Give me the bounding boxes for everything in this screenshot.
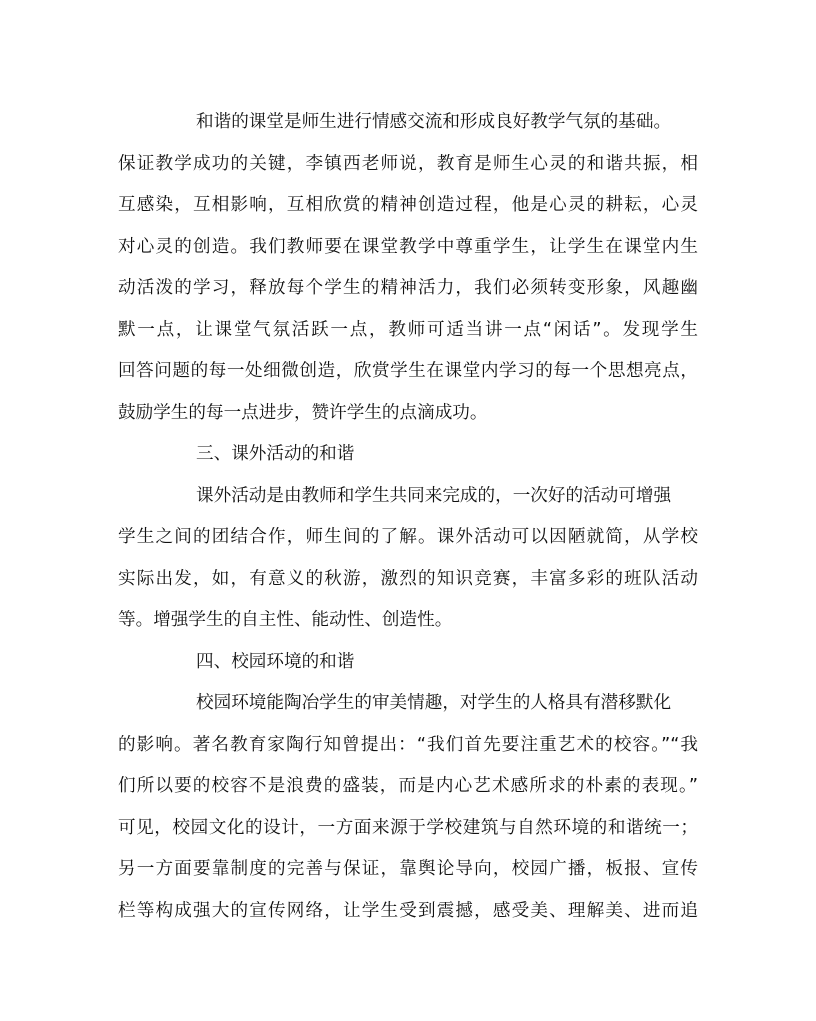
paragraph-line: 保证教学成功的关键，李镇西老师说，教育是师生心灵的和谐共振，相 — [118, 153, 698, 174]
paragraph-line: 们所以要的校容不是浪费的盛装，而是内心艺术感所求的朴素的表现。” — [118, 776, 698, 796]
paragraph-line: 可见，校园文化的设计，一方面来源于学校建筑与自然环境的和谐统一； — [118, 817, 698, 838]
paragraph-line: 栏等构成强大的宣传网络，让学生受到震撼，感受美、理解美、进而追 — [118, 900, 698, 921]
section-heading: 四、校园环境的和谐 — [196, 651, 355, 672]
paragraph-line: 对心灵的创造。我们教师要在课堂教学中尊重学生，让学生在课堂内生 — [118, 236, 698, 257]
paragraph-line: 实际出发，如，有意义的秋游，激烈的知识竞赛，丰富多彩的班队活动 — [118, 568, 698, 589]
paragraph-line: 校园环境能陶冶学生的审美情趣，对学生的人格具有潜移默化 — [196, 693, 672, 713]
paragraph-line: 和谐的课堂是师生进行情感交流和形成良好教学气氛的基础。 — [196, 112, 672, 132]
document-body — [118, 102, 698, 932]
paragraph-line: 互感染，互相影响，互相欣赏的精神创造过程，他是心灵的耕耘，心灵 — [118, 195, 698, 215]
paragraph-line: 另一方面要靠制度的完善与保证，靠舆论导向，校园广播，板报、宣传 — [118, 859, 698, 879]
paragraph-line: 默一点，让课堂气氛活跃一点，教师可适当讲一点“闲话”。发现学生 — [118, 319, 698, 340]
paragraph-line: 课外活动是由教师和学生共同来完成的，一次好的活动可增强 — [196, 485, 672, 506]
section-heading: 三、课外活动的和谐 — [196, 444, 355, 464]
paragraph-line: 鼓励学生的每一点进步，赞许学生的点滴成功。 — [118, 402, 488, 423]
paragraph-line: 动活泼的学习，释放每个学生的精神活力，我们必须转变形象，风趣幽 — [118, 278, 698, 298]
paragraph-line: 等。增强学生的自主性、能动性、创造性。 — [118, 610, 453, 630]
paragraph-line: 学生之间的团结合作，师生间的了解。课外活动可以因陋就简，从学校 — [118, 527, 698, 547]
paragraph-line: 回答问题的每一处细微创造，欣赏学生在课堂内学习的每一个思想亮点， — [118, 361, 698, 381]
paragraph-line: 的影响。著名教育家陶行知曾提出：“我们首先要注重艺术的校容。”“我 — [118, 734, 698, 755]
